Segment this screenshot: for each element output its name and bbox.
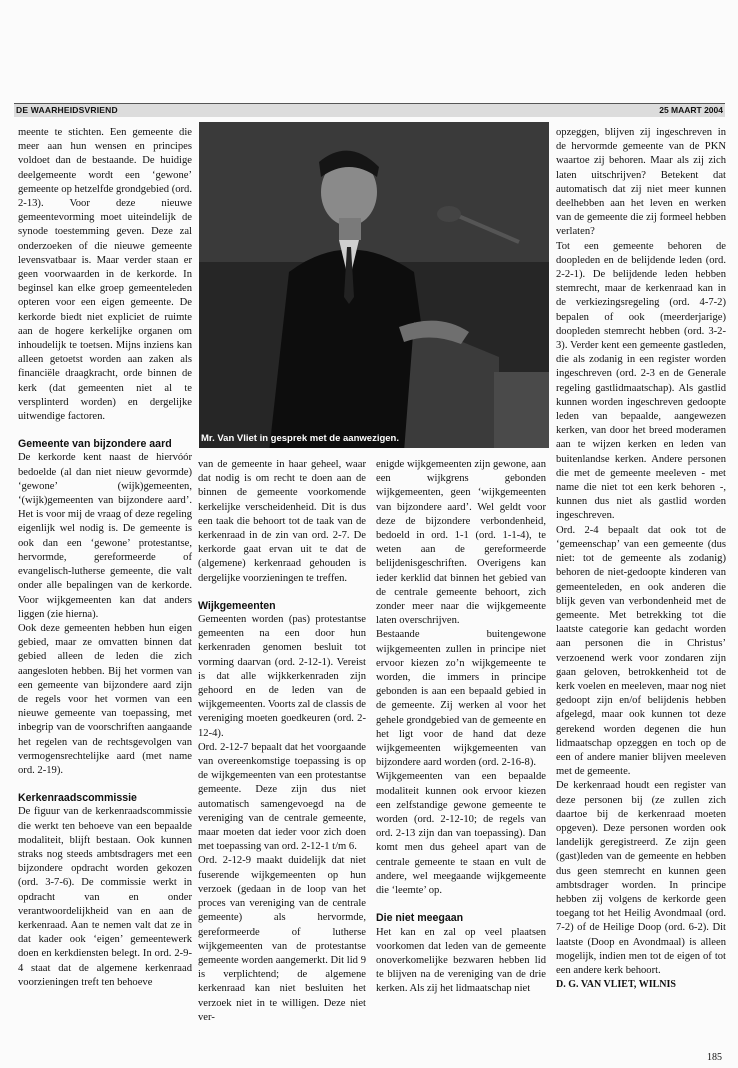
paragraph: Gemeenten worden (pas) protestantse gemeenten na een door hun kerkenraden genomen besluit tot vorming daarvan (ord. 2-12-1). Vereist is dat alle wijkkerkenraden zijn gehoord en de leden van de wijkgemeenten. Voorts zal de classis de vereniging moeten goedkeuren (ord. 2-12-4). [198,614,366,739]
author-signature: D. G. VAN VLIET, WILNIS [556,979,676,991]
paragraph: De figuur van de kerkenraadscommissie die werkt ten behoeve van een bepaalde modaliteit, blijft bestaan. Ook kunnen straks nog steeds ambtsdragers met een bijzondere opdracht worden gekozen (ord. 3-7-6). De commissie werkt in opdracht van en onder verantwoordelijkheid van en aan de kerkenraad. Aan te nemen valt dat ze in dat kader ook ‘eigen’ gemeentewerk doen en kerkdiensten belegt. In ord. 2-9-4 staat dat de algemene kerkenraad voorzieningen treft ten behoeve [18,806,192,988]
paragraph: opzeggen, blijven zij ingeschreven in de hervormde gemeente van de PKN waartoe zij behoren. Maar als zij zich laten uitschrijven? Betekent dat automatisch dat zij niet meer kunnen deelhebben aan het leven en werken van de gemeente die zij formeel hebben verlaten? [556,127,726,238]
paragraph: meente te stichten. Een gemeente die meer aan hun wensen en principes voldoet dan de bestaande. De huidige deelgemeente wordt een ‘gewone’ gemeente op hetzelfde grondgebied (ord. 2-13). Voor deze nieuwe gemeentevorming moet uiteindelijk de synode toestemming geven. Deze zal onderzoeken of die nieuwe gemeente levensvatbaar is. Maar verder staan er geen voorwaarden in de kerkorde. In beginsel kan elke groep gemeenteleden opteren voor een eigen gemeente. De kerkorde biedt niet expliciet de ruimte aan de hogere kerkelijke organen om inhoudelijk te toetsen. Mijns inziens kan alleen getoetst worden aan zaken als financiële draagkracht, orde binnen de kerk (dat gemeenten niet al te versplinterd worden) en dergelijke uitwendige factoren. [18,127,192,423]
speaker-photo-illustration [199,122,549,448]
column-4 [556,126,726,992]
paragraph: Wijkgemeenten van een bepaalde modaliteit kunnen ook ervoor kiezen een zelfstandige gewone gemeente te worden (ord. 2-12-10; de regels van ord. 2-13 zijn dan van toepassing). Dan komt men dus geheel apart van de centrale gemeente te staan en vult de andere, wel meegaande wijkgemeente die ‘leemte’ op. [376,771,546,897]
paragraph: De kerkorde kent naast de hiervóór bedoelde (al dan niet nieuw gevormde) ‘gewone’ (wijk)gemeenten, ‘(wijk)gemeenten van bijzondere aard’. Het is voor mij de vraag of deze regeling eigenlijk wel nodig is. De gemeente is ook dan een ‘gewone’ protestantse, hervormde, gereformeerde of evangelisch-lutherse gemeente, die valt onder alle bepalingen van de kerkorde. Voor wijkgemeenten kan dat anders liggen (zie hierna). [18,452,192,620]
paragraph: Ord. 2-12-9 maakt duidelijk dat niet fuserende wijkgemeenten op hun verzoek (gedaan in de loop van het proces van vereniging van de centrale gemeente) als hervormde, gereformeerde of lutherse wijkgemeenten van de protestantse gemeente worden aangemerkt. Dit lid 9 is verplichtend; de algemene kerkenraad kan niet besluiten het verzoek niet in te willigen. Deze niet ver- [198,855,366,1023]
page-header [14,103,725,117]
paragraph: van de gemeente in haar geheel, waar dat nodig is om recht te doen aan de binnen de gemeente voorkomende kerkelijke verscheidenheid. Dit is dus een taak die behoort tot de taak van de kerkenraad in de zin van ord. 2-7. De kerkorde gaat ervan uit te dat de (algemene) kerkenraad gehouden is dergelijke voorzieningen te treffen. [198,459,366,584]
paragraph: enigde wijkgemeenten zijn gewone, aan een wijkgrens gebonden wijkgemeenten, geen ‘wijkgemeenten van bijzondere aard’. Wel geldt voor deze de bijzondere verbondenheid, bedoeld in ord. 1-1 (ord. 1-1-4), te weten aan de gereformeerde belijdenisgeschriften. Overigens kan ieder kerklid dat binnen het gebied van de centrale gemeente behoort, zich zonder meer naar die wijkgemeente laten overschrijven. [376,459,546,627]
section-heading: Gemeente van bijzondere aard [18,438,172,451]
paragraph: Ord. 2-12-7 bepaalt dat het voorgaande van overeenkomstige toepassing is op de wijkgemeenten van een protestantse gemeente. Deze zijn dus niet automatisch samengevoegd na de vereniging van de centrale gemeente, maar moeten dat ieder voor zich doen met toepassing van ord. 2-12-1 t/m 6. [198,741,366,853]
paragraph: Ook deze gemeenten hebben hun eigen gebied, maar ze omvatten binnen dat gebied alleen de leden die zich aangesloten hebben. Bij het vormen van een gemeente van bijzondere aard zijn de regels voor het vormen van een nieuwe gemeente van toepassing, met inbegrip van de voorschriften aangaande het regelen van de rechtsgevolgen van vermogensrechtelijke aard (met name ord. 2-19). [18,622,192,776]
paragraph: Bestaande buitengewone wijkgemeenten zullen in principe niet ervoor kiezen zo’n wijkgemeente te worden, die immers in principe gebonden is aan een bepaald gebied in de gemeente. Zij werken al voor het gehele grondgebied van de gemeente en het ligt voor de hand dat deze wijkgemeenten wijkgemeenten van bijzondere aard worden (ord. 2-16-8). [376,629,546,769]
photo-caption: Mr. Van Vliet in gesprek met de aanwezigen. [201,433,399,444]
publication-title: DE WAARHEIDSVRIEND [16,105,118,115]
section-heading: Wijkgemeenten [198,599,276,612]
section-heading: Die niet meegaan [376,912,464,925]
section-heading: Kerkenraadscommissie [18,792,137,805]
column-1 [18,126,192,990]
page-number: 185 [707,1052,722,1063]
column-3 [376,458,546,997]
paragraph: Tot een gemeente behoren de doopleden en de belijdende leden (ord. 2-2-1). De belijdende leden hebben stemrecht, maar de kerkenraad kan in de verkiezingsregeling (ord. 4-7-2) bepalen of ook (meerderjarige) doopleden stemrecht hebben (ord. 3-2-3). Verder kent een gemeente gastleden, die als zodanig in een register worden ingeschreven (ord. 2-3 en de Generale regeling gastlidmaatschap). Als gastlid kunnen worden ingeschreven gedoopte leden van bepaalde, aangewezen kerken, van door het breed moderamen aan te wijzen kerken en leden van buitenlandse kerken. Andere personen die met de gemeente meeleven - met name die niet tot een kerk behoren -, kunnen dus niet als gastlid worden ingeschreven. [556,240,726,522]
column-2 [198,458,366,1025]
paragraph: De kerkenraad houdt een register van deze personen bij (ze zullen zich daartoe bij de kerkenraad moeten opgeven). Deze personen worden ook landelijk geregistreerd. Ze zijn geen (gast)leden van de gemeente en hebben dus geen stemrecht en kunnen geen ambtsdrager worden. In principe hebben zij volgens de kerkorde geen toegang tot het Heilig Avondmaal (ord. 7-2) of de Heilige Doop (ord. 6-2). Dit laatste (Doop en Avondmaal) is alleen mogelijk, indien men tot de eigen of tot een andere kerk behoort. [556,780,726,976]
paragraph: Ord. 2-4 bepaalt dat ook tot de ‘gemeenschap’ van een gemeente (dus niet: tot de gemeente als zodanig) behoren de niet-gedoopte kinderen van gemeenteleden, en ook anderen die blijk geven van verbondenheid met de gemeente. Met betrekking tot die laatste categorie kan gedacht worden aan personen die in Christus’ verzoenend werk voor zondaren zijn gaan geloven, betrokkenheid tot de kerk voelen en meeleven, maar nog niet gedoopt zijn en/of belijdenis hebben afgelegd, maar ook kunnen tot deze gerekend worden degenen die hun lidmaatschap opzeggen en toch op de een of andere manier blijven meeleven met de gemeente. [556,524,726,778]
issue-date: 25 MAART 2004 [659,105,723,115]
paragraph: Het kan en zal op veel plaatsen voorkomen dat leden van de gemeente onoverkomelijke bezwaren hebben lid te blijven na de vereniging van de drie kerken. Als zij het lidmaatschap niet [376,926,546,995]
article-photo [199,122,549,448]
